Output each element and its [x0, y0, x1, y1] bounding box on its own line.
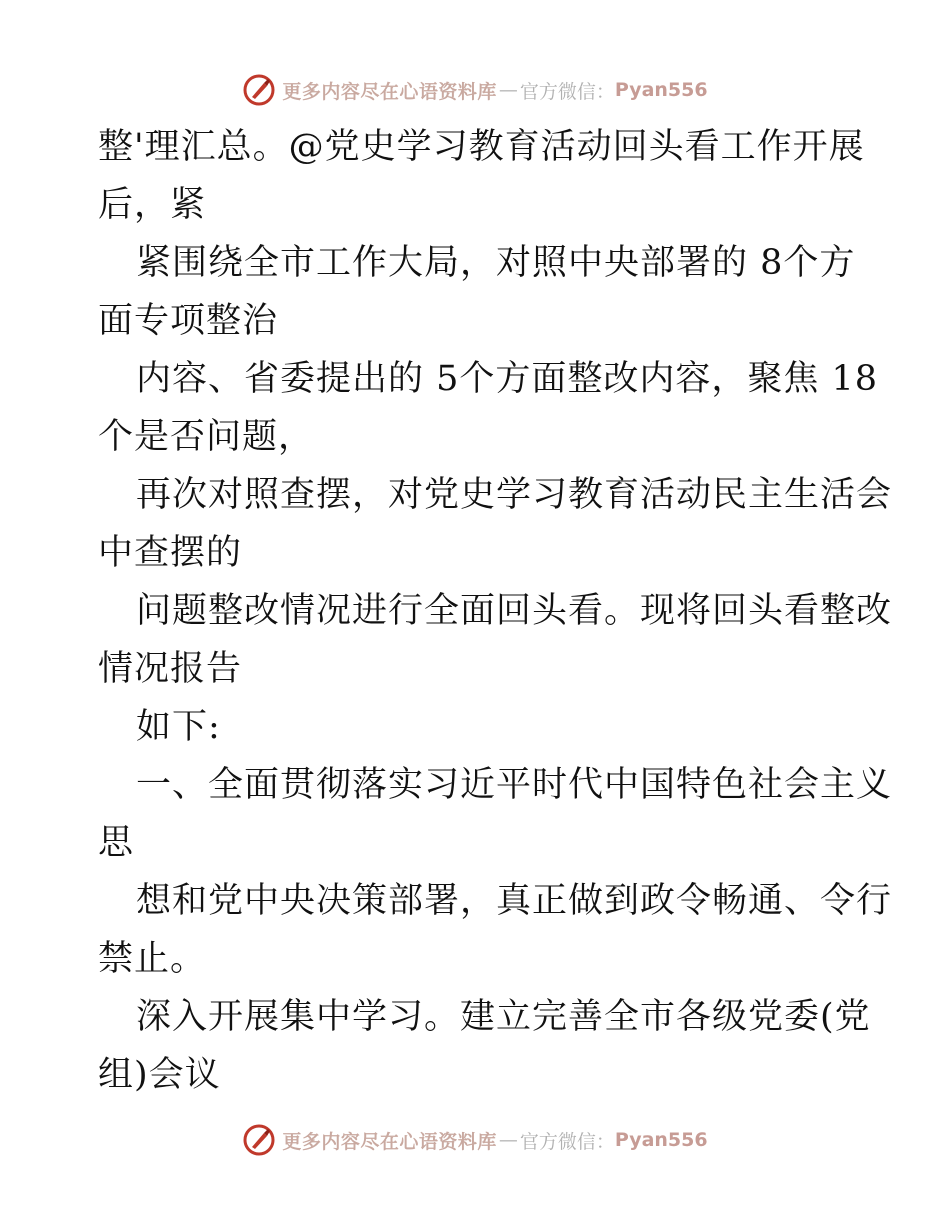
pen-nib-circle-icon	[242, 73, 276, 107]
text-line: 情况报告	[98, 649, 243, 689]
text-line: 个是否问题，	[98, 417, 315, 457]
text-line: 中查摆的	[98, 533, 243, 573]
text-line: 面专项整治	[98, 301, 279, 341]
text-line: 紧围绕全市工作大局，对照中央部署的 8个方	[136, 243, 856, 283]
text-line: 禁止。	[98, 939, 207, 979]
footer-banner	[0, 1120, 950, 1160]
text-line: 一、全面贯彻落实习近平时代中国特色社会主义	[136, 765, 893, 805]
text-line: 内容、省委提出的 5个方面整改内容，聚焦 18	[136, 359, 879, 399]
header-banner	[0, 70, 950, 110]
text-line: 思	[98, 823, 135, 863]
banner-dash: —	[498, 1129, 518, 1151]
banner-wechat-handle: Pyan556	[614, 1129, 708, 1151]
text-line: 如下:	[136, 707, 221, 747]
text-line: 深入开展集中学习。建立完善全市各级党委(党	[136, 997, 871, 1037]
banner-text: 更多内容尽在心语资料库	[282, 80, 497, 103]
banner-wechat-label: 官方微信：	[519, 1130, 615, 1153]
text-line: 后，紧	[98, 185, 207, 225]
banner-wechat-label: 官方微信：	[519, 80, 615, 103]
banner-dash: —	[498, 79, 518, 101]
text-line: 组)会议	[98, 1055, 221, 1095]
banner-wechat-handle: Pyan556	[614, 79, 708, 101]
text-line: 再次对照查摆，对党史学习教育活动民主生活会	[136, 475, 893, 515]
text-line: 想和党中央决策部署，真正做到政令畅通、令行	[136, 881, 893, 921]
document-body	[98, 118, 893, 1104]
text-line: 整'理汇总。@党史学习教育活动回头看工作开展	[98, 127, 865, 167]
text-line: 问题整改情况进行全面回头看。现将回头看整改	[136, 591, 893, 631]
banner-text: 更多内容尽在心语资料库	[282, 1130, 497, 1153]
pen-nib-circle-icon	[242, 1123, 276, 1157]
